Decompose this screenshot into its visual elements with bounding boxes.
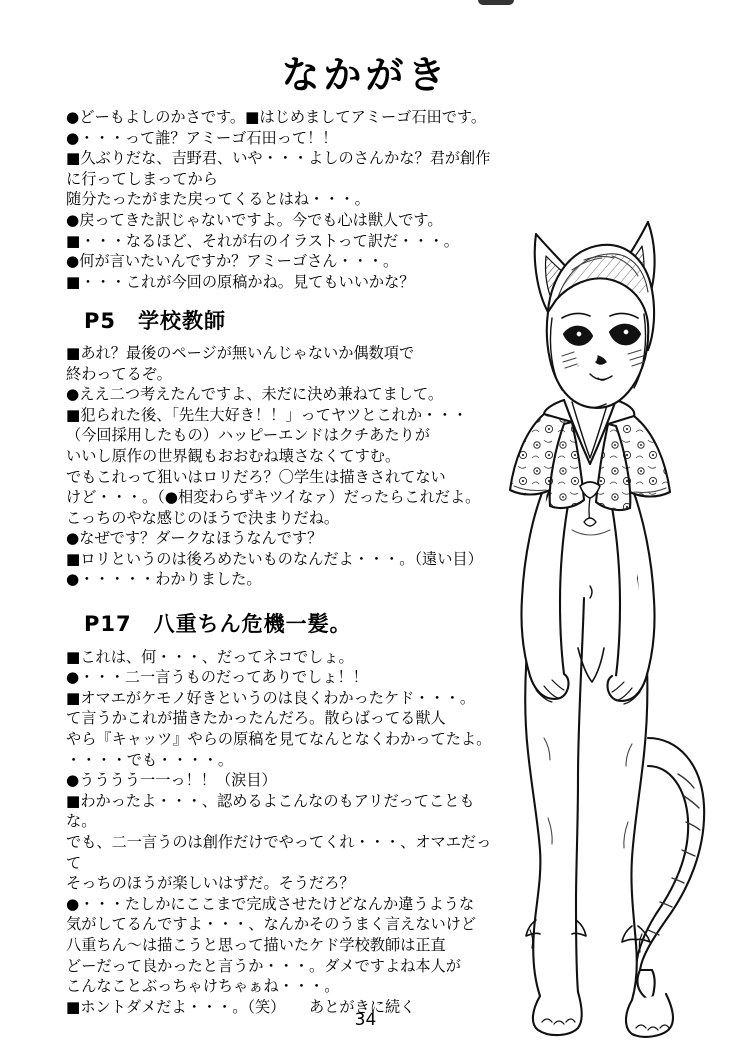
section-heading-p17: P17 八重ちん危機一髪。 [84, 612, 352, 637]
body-line-last: ■ホントダメだよ・・・。（笑） [66, 997, 286, 1016]
top-crop-mark [478, 0, 514, 5]
body-line: けど・・・。（●相変わらずキツイなァ）だったらこれだよ。 [66, 488, 481, 507]
body-line: （今回採用したもの）ハッピーエンドはクチあたりが [66, 426, 430, 445]
body-line: ■わかったよ・・・、認めるよこんなのもアリだってこともな。 [66, 791, 475, 831]
intro-line: ●・・・って誰？アミーゴ石田って！！ [66, 128, 338, 147]
body-line: 八重ちん〜は描こうと思って描いたケド学校教師は正直 [66, 935, 446, 954]
body-line: ●うううう一一っ！！（涙目） [66, 771, 277, 790]
body-line: 気がしてるんですよ・・・、なんかそのうまく言えないけど [66, 915, 477, 934]
body-line: やら『キャッツ』やらの原稿を見てなんとなくわかってたよ。 [66, 730, 492, 749]
body-line: 終わってるぞ。 [66, 364, 172, 383]
cat-girl-illustration [452, 178, 720, 1038]
body-line: でもこれって狙いはロリだろ？〇学生は描きされてない [66, 467, 446, 486]
section-body-p5 [66, 343, 496, 590]
intro-line: ●戻ってきた訳じゃないですよ。今でも心は獣人です。 [66, 210, 443, 229]
intro-block [66, 107, 496, 292]
body-line: ●ええ二つ考えたんですよ、未だに決め兼ねてまして。 [66, 385, 444, 404]
body-line: ■これは、何・・・、だってネコでしょ。 [66, 647, 354, 666]
body-line: ■オマエがケモノ好きというのは良くわかったケド・・・。 [66, 688, 476, 707]
section-heading-p5: P5 学校教師 [84, 309, 227, 334]
intro-line: ●どーもよしのかさです。■はじめましてアミーゴ石田です。 [66, 108, 487, 126]
section-body-p17 [66, 647, 496, 1018]
continuation-note: あとがきに続く [309, 997, 416, 1016]
intro-line: ■久ぶりだな、吉野君、いや・・・よしのさんかな？君が創作に行ってしまってから [66, 149, 491, 188]
body-line: ●なぜです？ダークなほうなんです？ [66, 529, 323, 548]
body-line: こっちのやな感じのほうで決まりだね。 [66, 508, 340, 527]
body-line: いいし原作の世界観もおおむね壊さなくてすむ。 [66, 446, 401, 465]
body-line: ●・・・・・わかりました。 [66, 570, 262, 589]
body-line: ●・・・二一言うものだってありでしょ！！ [66, 668, 368, 687]
intro-line: 随分たったがまた戻ってくるとはね・・・。 [66, 190, 370, 209]
body-line: でも、二一言うのは創作だけでやってくれ・・・、オマエだって [66, 833, 492, 872]
intro-line: ■・・・なるほど、それが右のイラストって訳だ・・・。 [66, 231, 459, 250]
body-line: ●・・・たしかにここまで完成させたけどなんか違うような [66, 894, 475, 913]
intro-line: ●何が言いたいんですか？アミーゴさん・・・。 [66, 252, 399, 271]
body-line: こんなことぶっちゃけちゃぁね・・・。 [66, 977, 340, 996]
body-line: ■犯られた後、「先生大好き！！」ってヤツとこれか・・・ [66, 405, 468, 424]
page-number: 34 [354, 1010, 377, 1030]
body-line: て言うかこれが描きたかったんだろ。散らばってる獣人 [66, 709, 446, 728]
intro-line: ■・・・これが今回の原稿かね。見てもいいかな？ [66, 272, 415, 291]
body-line: ・・・・でも・・・・。 [66, 750, 234, 769]
body-text-column [66, 107, 496, 1017]
body-line: どーだって良かったと言うか・・・。ダメですよね本人が [66, 956, 461, 975]
body-line: ■ロリというのは後ろめたいものなんだよ・・・。（遠い目） [66, 549, 483, 568]
body-line: そっちのほうが楽しいはずだ。そうだろ？ [66, 874, 355, 893]
page-title: なかがき [281, 53, 450, 97]
body-line: ■あれ？最後のページが無いんじゃないか偶数項で [66, 343, 415, 362]
